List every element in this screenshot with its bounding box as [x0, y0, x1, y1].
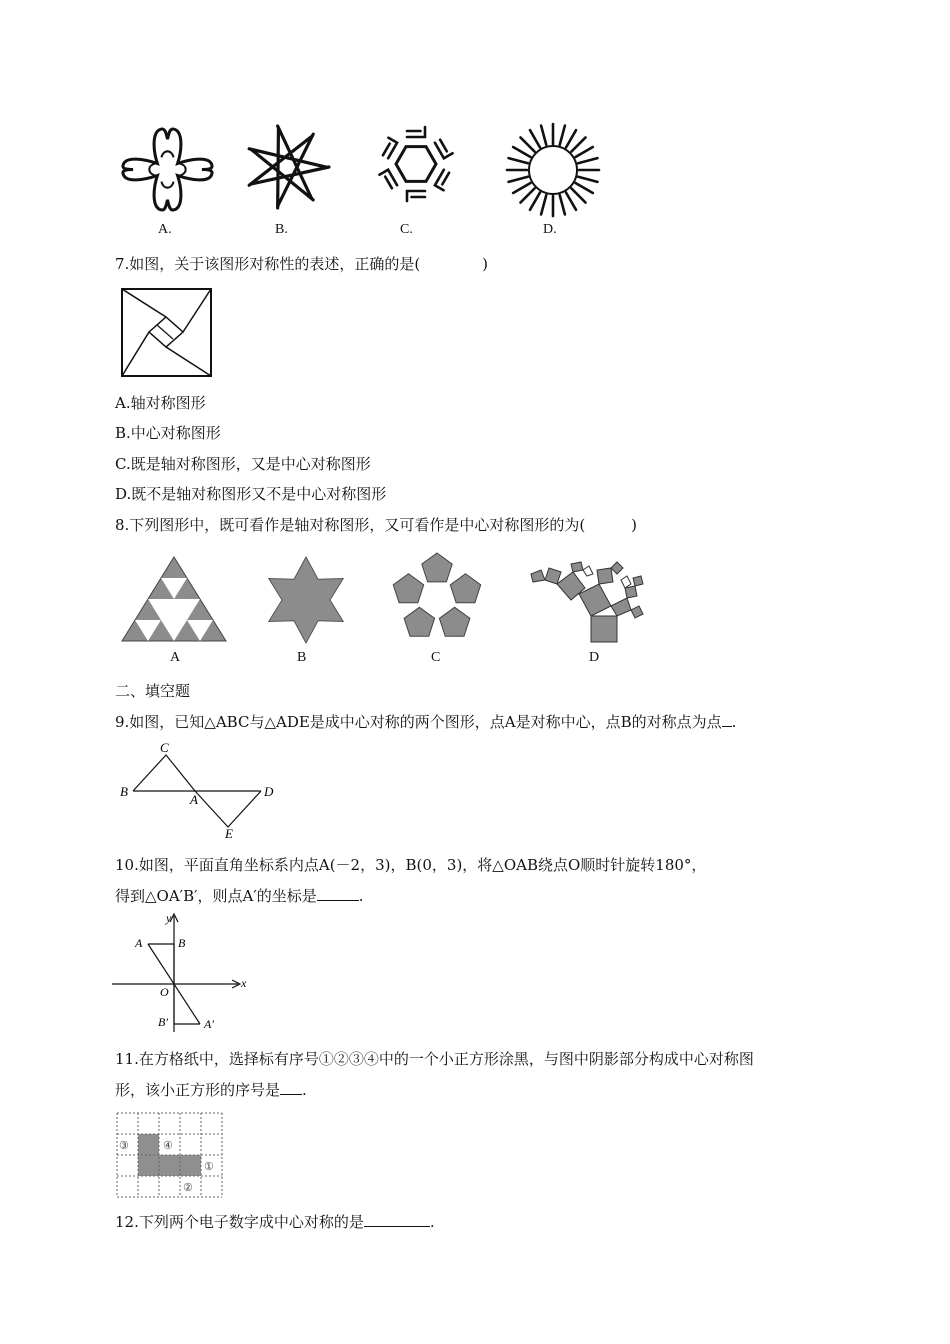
q11-shaded-cell — [159, 1155, 180, 1176]
q7-option-d[interactable]: D.既不是轴对称图形又不是中心对称图形 — [115, 485, 387, 503]
q10-label-b-prime: B′ — [158, 1015, 168, 1029]
q8-option-b[interactable]: B — [297, 650, 307, 665]
q11-shaded-cell — [138, 1155, 159, 1176]
q9-answer-blank[interactable] — [722, 712, 732, 727]
q11-stem-line2: 形，该小正方形的序号是 . — [115, 1081, 307, 1099]
q9-label-c: C — [160, 740, 169, 755]
q8-figure-c — [389, 549, 485, 643]
q8-option-d[interactable]: D — [589, 650, 600, 665]
q10-answer-blank[interactable] — [317, 886, 359, 901]
q8-stem: 8.下列图形中，既可看作是轴对称图形，又可看作是中心对称图形的为( ) — [115, 516, 638, 534]
q7-option-c[interactable]: C.既是轴对称图形，又是中心对称图形 — [115, 455, 371, 473]
q6-figure-a — [120, 122, 215, 217]
q10-stem-line2: 得到△OA′B′，则点A′的坐标是 . — [115, 887, 364, 905]
q10-label-a-prime: A′ — [204, 1017, 214, 1031]
q10-label-a: A — [135, 936, 143, 950]
q6-figure-b — [242, 122, 332, 212]
q8-figure-d — [527, 560, 647, 646]
q12-answer-blank[interactable] — [364, 1212, 430, 1227]
q10-stem-line1: 10.如图，平面直角坐标系内点A(－2，3)，B(0，3)，将△OAB绕点O顺时针旋转180°， — [115, 856, 707, 874]
q9-label-e: E — [225, 826, 233, 841]
q11-answer-blank[interactable] — [280, 1080, 302, 1095]
q8-option-a[interactable]: A — [170, 650, 181, 665]
q6-figure-c — [370, 124, 462, 204]
q10-label-b: B — [178, 936, 186, 950]
q12-stem: 12.下列两个电子数字成中心对称的是 . — [115, 1213, 435, 1231]
q10-label-x: x — [241, 976, 247, 990]
q10-figure — [112, 910, 252, 1034]
q11-mark-2[interactable]: ② — [183, 1181, 193, 1194]
q7-figure — [121, 288, 213, 378]
q10-label-y: y — [166, 911, 172, 925]
q11-grid-figure — [116, 1112, 224, 1198]
q6-option-d[interactable]: D. — [543, 222, 557, 237]
q8-figure-b — [262, 556, 350, 644]
q9-label-a: A — [190, 792, 198, 807]
q6-option-c[interactable]: C. — [400, 222, 413, 237]
q9-figure — [118, 742, 278, 840]
q8-option-c[interactable]: C — [431, 650, 441, 665]
q11-shaded-cell — [138, 1134, 159, 1155]
q11-mark-3[interactable]: ③ — [119, 1139, 129, 1152]
q9-stem: 9.如图，已知△ABC与△ADE是成中心对称的两个图形，点A是对称中心，点B的对称点为点 . — [115, 713, 737, 731]
q6-option-a[interactable]: A. — [158, 222, 172, 237]
q6-option-b[interactable]: B. — [275, 222, 288, 237]
q7-option-b[interactable]: B.中心对称图形 — [115, 424, 221, 442]
q11-mark-1[interactable]: ① — [204, 1160, 214, 1173]
q11-stem-line1: 11.在方格纸中，选择标有序号①②③④中的一个小正方形涂黑，与图中阴影部分构成中心对称图 — [115, 1050, 754, 1068]
q10-label-o: O — [160, 985, 169, 999]
q9-label-d: D — [264, 784, 274, 799]
section-title: 二、填空题 — [115, 682, 191, 700]
q11-mark-4[interactable]: ④ — [163, 1139, 173, 1152]
q11-shaded-cell — [180, 1155, 201, 1176]
q8-figure-a — [120, 555, 228, 643]
q7-option-a[interactable]: A.轴对称图形 — [115, 394, 206, 412]
q7-stem: 7.如图，关于该图形对称性的表述，正确的是( ) — [115, 255, 489, 273]
q6-figure-d — [505, 122, 601, 218]
q9-label-b: B — [120, 784, 128, 799]
